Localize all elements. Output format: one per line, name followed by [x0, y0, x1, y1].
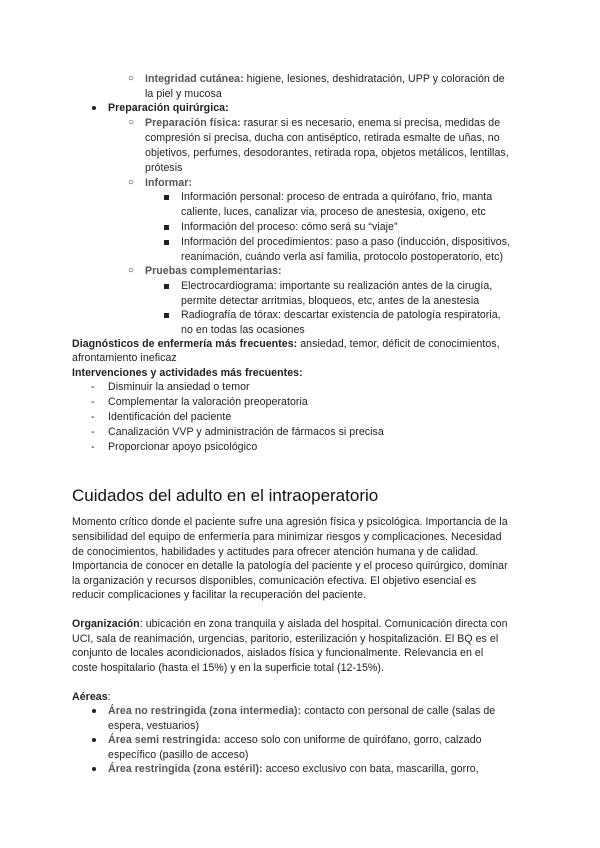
- areas-heading: [72, 690, 111, 704]
- intervencion-item: Disminuir la ansiedad o temor: [108, 381, 250, 393]
- pruebas-label: Pruebas complementarias:: [145, 265, 282, 277]
- intervenciones-label: Intervenciones y actividades más frecuentes:: [72, 367, 303, 379]
- area1-line-1: [108, 704, 495, 718]
- integridad-label: Integridad cutánea:: [145, 73, 244, 85]
- organizacion-label: Organización: [72, 618, 140, 630]
- organizacion-line-3: conjunto de locales acondicionados, aislados física y funcionalmente. Relevancia en el: [72, 647, 484, 659]
- area2-line-1: [108, 733, 482, 747]
- area3-line-1: [108, 762, 479, 776]
- square-bullet-icon: [164, 284, 169, 289]
- rx-line-1: Radiografía de tórax: descartar existencia de patología respiratoria,: [181, 309, 501, 321]
- filled-bullet-icon: [92, 106, 96, 110]
- area2-line-2: específico (pasillo de acceso): [108, 749, 249, 761]
- square-bullet-icon: [164, 313, 169, 318]
- area3-label: Área restringida (zona estéril):: [108, 763, 263, 775]
- open-circle-bullet-icon: ○: [128, 117, 135, 128]
- areas-colon: :: [107, 691, 111, 703]
- info-personal-line-2: caliente, luces, canalizar via, proceso de anestesia, oxigeno, etc: [181, 206, 486, 218]
- area1-text: contacto con personal de calle (salas de: [301, 705, 496, 717]
- areas-label: Aéreas: [72, 691, 108, 703]
- fisica-line-4: prótesis: [145, 162, 183, 174]
- intervencion-item: Complementar la valoración preoperatoria: [108, 396, 308, 408]
- organizacion-line-2: UCI, sala de reanimación, urgencias, paritorio, esterilización y hospitalización. El BQ es el: [72, 633, 499, 645]
- dash-bullet-icon: -: [91, 426, 95, 438]
- intro-line: Importancia de conocer en detalle la patología del paciente y el proceso quirúrgico, dominar: [72, 560, 508, 572]
- dash-bullet-icon: -: [91, 411, 95, 423]
- area1-line-2: espera, vestuarios): [108, 720, 200, 732]
- info-proceso-line: Información del proceso: cómo será su “viaje”: [181, 221, 398, 233]
- area2-text: acceso solo con uniforme de quirófano, gorro, calzado: [220, 734, 482, 746]
- diagnosticos-line-1: [72, 337, 500, 351]
- fisica-line-1: [145, 116, 500, 130]
- dash-bullet-icon: -: [91, 441, 95, 453]
- open-circle-bullet-icon: ○: [128, 177, 135, 188]
- ecg-line-1: Electrocardiograma: importante su realización antes de la cirugía,: [181, 280, 493, 292]
- filled-bullet-icon: [92, 709, 96, 713]
- organizacion-line-1: [72, 617, 508, 631]
- fisica-label: Preparación física:: [145, 117, 241, 129]
- area1-label: Área no restringida (zona intermedia):: [108, 705, 302, 717]
- intervencion-item: Proporcionar apoyo psicológico: [108, 441, 258, 453]
- integridad-line-2: la piel y mucosa: [145, 88, 222, 100]
- intro-line: reducir complicaciones y facilitar la recuperación del paciente.: [72, 589, 367, 601]
- organizacion-line-4: coste hospitalario (hasta el 15%) y en la superficie total (12-15%).: [72, 662, 384, 674]
- filled-bullet-icon: [92, 738, 96, 742]
- dash-bullet-icon: -: [91, 381, 95, 393]
- filled-bullet-icon: [92, 767, 96, 771]
- area2-label: Área semi restringida:: [108, 734, 221, 746]
- fisica-line-3: objetivos, perfumes, desodorantes, retirada ropa, objetos metálicos, lentillas,: [145, 147, 509, 159]
- integridad-text: higiene, lesiones, deshidratación, UPP y coloración de: [243, 73, 505, 85]
- area3-text: acceso exclusivo con bata, mascarilla, gorro,: [262, 763, 479, 775]
- intro-line: sensibilidad del equipo de enfermería para minimizar riesgos y complicaciones. Necesidad: [72, 531, 502, 543]
- info-personal-line-1: Información personal: proceso de entrada a quirófano, frio, manta: [181, 191, 493, 203]
- informar-label: Informar:: [145, 177, 192, 189]
- fisica-line-2: compresión si precisa, ducha con antiséptico, retirada esmalte de uñas, no: [145, 132, 500, 144]
- info-procedimientos-line-2: reanimación, cuándo verla así familia, protocolo postoperatorio, etc): [181, 251, 504, 263]
- fisica-text: rasurar si es necesario, enema si precisa, medidas de: [240, 117, 501, 129]
- integridad-line-1: [145, 72, 505, 86]
- intervencion-item: Canalización VVP y administración de fármacos si precisa: [108, 426, 384, 438]
- square-bullet-icon: [164, 195, 169, 200]
- intro-line: la organización y recursos disponibles, comunicación efectiva. El objetivo esencial es: [72, 575, 477, 587]
- diagnosticos-text: ansiedad, temor, déficit de conocimientos,: [297, 338, 500, 350]
- intro-line: de conocimientos, habilidades y actitudes para ofrecer atención humana y de calidad.: [72, 546, 479, 558]
- preparacion-quirurgica-heading: Preparación quirúrgica:: [108, 102, 229, 114]
- open-circle-bullet-icon: ○: [128, 265, 135, 276]
- section-title: Cuidados del adulto en el intraoperatorio: [72, 486, 379, 505]
- diagnosticos-label: Diagnósticos de enfermería más frecuentes:: [72, 338, 298, 350]
- info-procedimientos-line-1: Información del procedimientos: paso a paso (inducción, dispositivos,: [181, 236, 511, 248]
- diagnosticos-line-2: afrontamiento ineficaz: [72, 352, 177, 364]
- open-circle-bullet-icon: ○: [128, 73, 135, 84]
- organizacion-text: : ubicación en zona tranquila y aislada del hospital. Comunicación directa con: [139, 618, 508, 630]
- intervencion-item: Identificación del paciente: [108, 411, 232, 423]
- square-bullet-icon: [164, 225, 169, 230]
- dash-bullet-icon: -: [91, 396, 95, 408]
- rx-line-2: no en todas las ocasiones: [181, 324, 305, 336]
- ecg-line-2: permite detectar arritmias, bloqueos, etc, antes de la anestesia: [181, 295, 480, 307]
- square-bullet-icon: [164, 240, 169, 245]
- intro-line: Momento crítico donde el paciente sufre una agresión física y psicológica. Importancia de la: [72, 516, 508, 528]
